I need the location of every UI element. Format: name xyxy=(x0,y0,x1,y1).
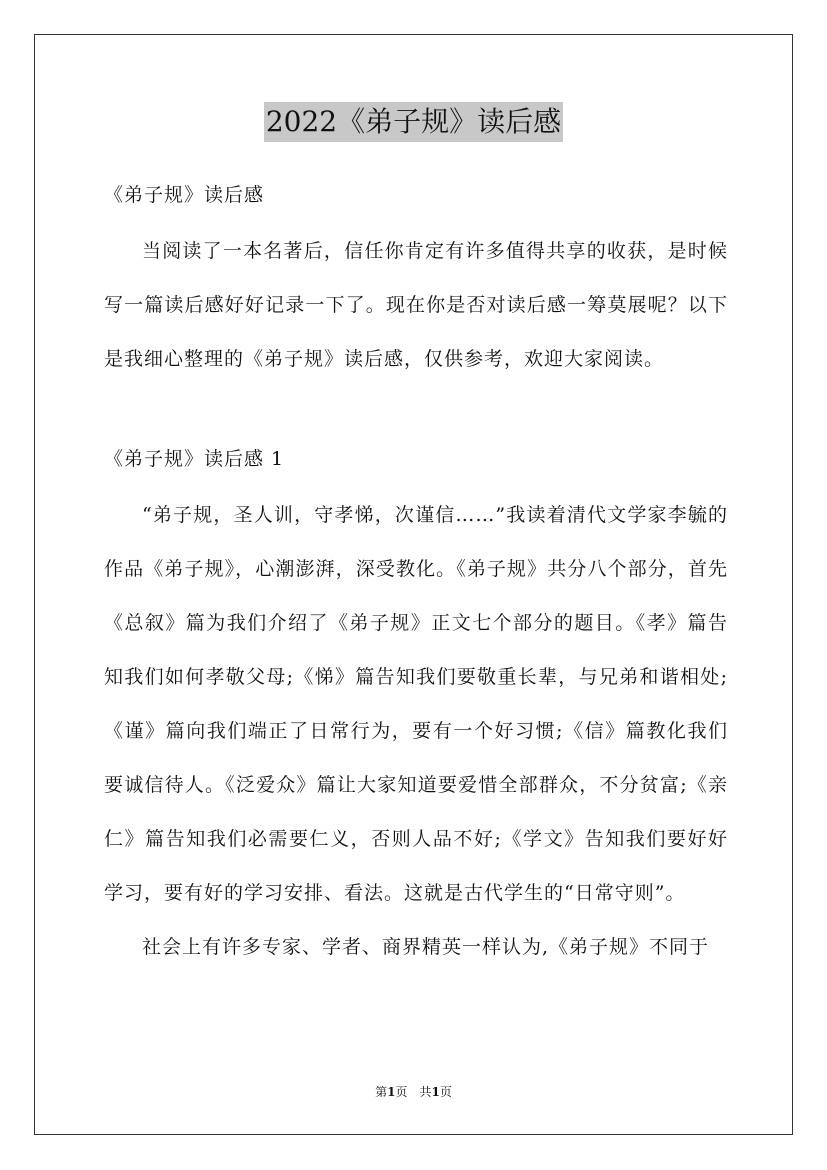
page-footer xyxy=(0,1083,827,1101)
document-subtitle: 《弟子规》读后感 xyxy=(104,184,265,206)
body-paragraph-2: 社会上有许多专家、学者、商界精英一样认为,《弟子规》不同于 xyxy=(142,936,710,958)
spacer xyxy=(104,212,728,224)
document-title: 2022《弟子规》读后感 xyxy=(264,102,563,142)
section-heading: 《弟子规》读后感 1 xyxy=(104,448,285,470)
document-body xyxy=(104,178,728,974)
body-paragraph-1: “弟子规，圣人训，守孝悌，次谨信……”我读着清代文学家李毓的作品《弟子规》，心潮澎湃，深受教化。《弟子规》共分八个部分，首先《总叙》篇为我们介绍了《弟子规》正文七个部分的题目。《孝》篇告知我们如何孝敬父母;《悌》篇告知我们要敬重长辈，与兄弟和谐相处;《谨》篇向我们端正了日常行为，要有一个好习惯;《信》篇教化我们要诚信待人。《泛爱众》篇让大家知道要爱惜全部群众，不分贫富;《亲仁》篇告知我们必需要仁义，否则人品不好;《学文》告知我们要好好学习，要有好的学习安排、看法。这就是古代学生的“日常守则”。 xyxy=(104,504,728,904)
spacer xyxy=(104,476,728,488)
title-container xyxy=(0,102,827,142)
footer-mid: 页 共 xyxy=(395,1085,432,1099)
footer-prefix: 第 xyxy=(375,1085,388,1099)
footer-page-current: 1 xyxy=(387,1085,396,1099)
intro-paragraph: 当阅读了一本名著后，信任你肯定有许多值得共享的收获，是时候写一篇读后感好好记录一下了。现在你是否对读后感一筹莫展呢？以下是我细心整理的《弟子规》读后感，仅供参考，欢迎大家阅读。 xyxy=(104,240,728,370)
spacer xyxy=(104,386,728,442)
footer-page-total: 1 xyxy=(431,1085,440,1099)
footer-suffix: 页 xyxy=(439,1085,452,1099)
